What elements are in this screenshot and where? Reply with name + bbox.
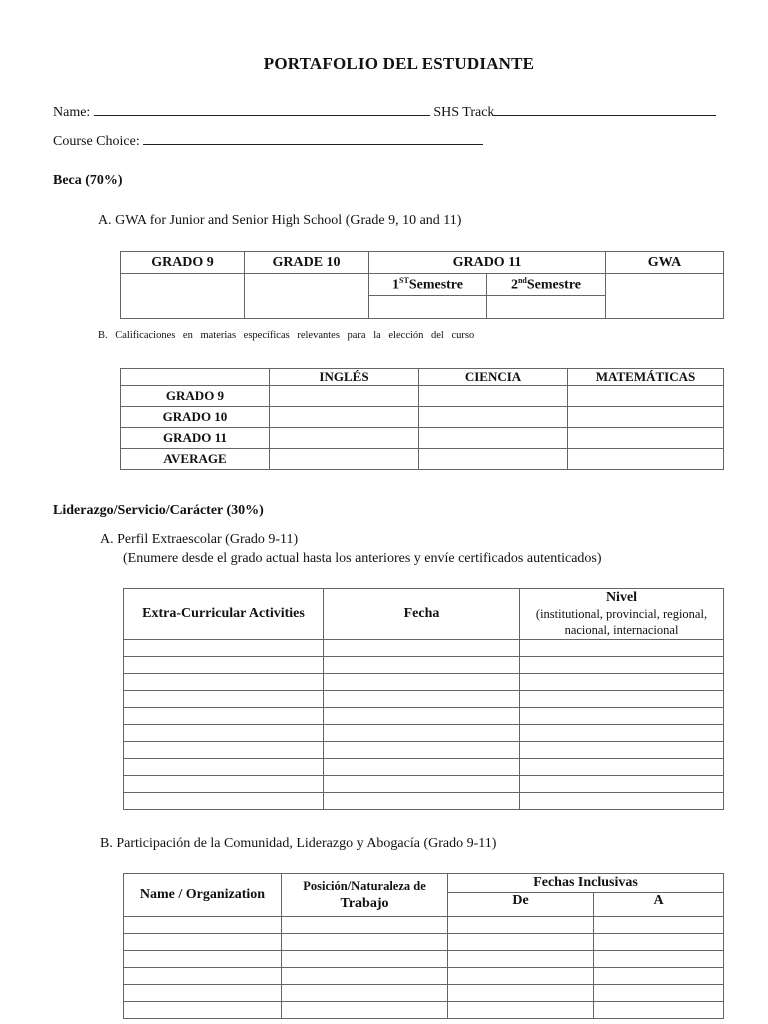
- header-grado11: GRADO 11: [369, 252, 606, 274]
- cell-matematicas[interactable]: [568, 449, 724, 470]
- cell-activity[interactable]: [124, 708, 324, 725]
- cell-gwa[interactable]: [606, 274, 724, 319]
- cell-matematicas[interactable]: [568, 407, 724, 428]
- cell-a[interactable]: [594, 934, 724, 951]
- cell-activity[interactable]: [124, 759, 324, 776]
- row-label-average: AVERAGE: [121, 449, 270, 470]
- cell-fecha[interactable]: [324, 708, 520, 725]
- course-choice-field[interactable]: [143, 132, 483, 145]
- extracurricular-table: [123, 588, 724, 810]
- cell-posicion[interactable]: [282, 968, 448, 985]
- item-b-subjects: B. Calificaciones en materias específicas relevantes para la elección del curso: [98, 330, 475, 341]
- table-row: [124, 1002, 724, 1019]
- table-row: [121, 428, 724, 449]
- item-a-note: (Enumere desde el grado actual hasta los anteriores y envíe certificados autenticados): [123, 551, 602, 566]
- name-line: [53, 103, 716, 121]
- cell-nivel[interactable]: [520, 776, 724, 793]
- name-field[interactable]: [94, 103, 430, 116]
- header-de: De: [448, 893, 594, 917]
- cell-fecha[interactable]: [324, 776, 520, 793]
- header-gwa: GWA: [606, 252, 724, 274]
- cell-posicion[interactable]: [282, 951, 448, 968]
- table-row: [124, 674, 724, 691]
- cell-activity[interactable]: [124, 674, 324, 691]
- cell-matematicas[interactable]: [568, 386, 724, 407]
- table-row: [124, 776, 724, 793]
- row-label-grado9: GRADO 9: [121, 386, 270, 407]
- cell-fecha[interactable]: [324, 793, 520, 810]
- cell-activity[interactable]: [124, 725, 324, 742]
- cell-ingles[interactable]: [270, 449, 419, 470]
- cell-de[interactable]: [448, 985, 594, 1002]
- item-b-community: B. Participación de la Comunidad, Liderazgo y Abogacía (Grado 9-11): [100, 836, 497, 851]
- cell-ciencia[interactable]: [419, 449, 568, 470]
- cell-organization[interactable]: [124, 985, 282, 1002]
- gwa-table: [120, 251, 724, 319]
- cell-nivel[interactable]: [520, 640, 724, 657]
- header-fecha: Fecha: [324, 589, 520, 640]
- course-choice-label: Course Choice:: [53, 134, 140, 149]
- cell-activity[interactable]: [124, 640, 324, 657]
- item-a-extra: A. Perfil Extraescolar (Grado 9-11): [100, 532, 299, 547]
- cell-semestre2[interactable]: [487, 296, 606, 319]
- table-row: [124, 657, 724, 674]
- cell-grade10[interactable]: [245, 274, 369, 319]
- cell-grado9[interactable]: [121, 274, 245, 319]
- name-label: Name:: [53, 105, 91, 120]
- cell-organization[interactable]: [124, 917, 282, 934]
- cell-organization[interactable]: [124, 951, 282, 968]
- cell-posicion[interactable]: [282, 985, 448, 1002]
- table-row: [121, 386, 724, 407]
- table-row: [121, 449, 724, 470]
- cell-de[interactable]: [448, 951, 594, 968]
- cell-fecha[interactable]: [324, 759, 520, 776]
- header-posicion: Posición/Naturaleza de Trabajo: [282, 874, 448, 917]
- cell-de[interactable]: [448, 968, 594, 985]
- cell-de[interactable]: [448, 934, 594, 951]
- table-row: [124, 725, 724, 742]
- header-matematicas: MATEMÁTICAS: [568, 369, 724, 386]
- cell-organization[interactable]: [124, 1002, 282, 1019]
- cell-posicion[interactable]: [282, 1002, 448, 1019]
- header-blank: [121, 369, 270, 386]
- page-title: PORTAFOLIO DEL ESTUDIANTE: [263, 54, 535, 73]
- community-table: [123, 873, 724, 1019]
- cell-fecha[interactable]: [324, 657, 520, 674]
- table-row: [124, 640, 724, 657]
- cell-nivel[interactable]: [520, 742, 724, 759]
- cell-nivel[interactable]: [520, 674, 724, 691]
- header-name-organization: Name / Organization: [124, 874, 282, 917]
- header-activities: Extra-Curricular Activities: [124, 589, 324, 640]
- cell-activity[interactable]: [124, 742, 324, 759]
- cell-a[interactable]: [594, 1002, 724, 1019]
- table-row: [124, 708, 724, 725]
- cell-fecha[interactable]: [324, 725, 520, 742]
- row-label-grado10: GRADO 10: [121, 407, 270, 428]
- cell-activity[interactable]: [124, 657, 324, 674]
- cell-fecha[interactable]: [324, 691, 520, 708]
- table-row: [124, 691, 724, 708]
- shs-track-label: SHS Track: [433, 105, 495, 120]
- table-row: [124, 968, 724, 985]
- header-fechas-inclusivas: Fechas Inclusivas: [448, 874, 724, 893]
- header-ingles: INGLÉS: [270, 369, 419, 386]
- cell-a[interactable]: [594, 985, 724, 1002]
- cell-matematicas[interactable]: [568, 428, 724, 449]
- header-nivel: Nivel (institutional, provincial, regional, nacional, internacional: [520, 589, 724, 640]
- item-a-gwa: A. GWA for Junior and Senior High School (Grade 9, 10 and 11): [98, 213, 462, 228]
- cell-nivel[interactable]: [520, 691, 724, 708]
- cell-a[interactable]: [594, 917, 724, 934]
- cell-organization[interactable]: [124, 934, 282, 951]
- cell-ingles[interactable]: [270, 386, 419, 407]
- table-row: [124, 759, 724, 776]
- cell-fecha[interactable]: [324, 674, 520, 691]
- header-a: A: [594, 893, 724, 917]
- table-row: [124, 742, 724, 759]
- table-row: [124, 985, 724, 1002]
- cell-fecha[interactable]: [324, 742, 520, 759]
- cell-posicion[interactable]: [282, 934, 448, 951]
- cell-posicion[interactable]: [282, 917, 448, 934]
- cell-nivel[interactable]: [520, 708, 724, 725]
- cell-ciencia[interactable]: [419, 386, 568, 407]
- table-row: [124, 917, 724, 934]
- cell-activity[interactable]: [124, 776, 324, 793]
- table-row: [124, 793, 724, 810]
- header-grade10: GRADE 10: [245, 252, 369, 274]
- cell-ingles[interactable]: [270, 428, 419, 449]
- header-grado9: GRADO 9: [121, 252, 245, 274]
- cell-nivel[interactable]: [520, 759, 724, 776]
- header-ciencia: CIENCIA: [419, 369, 568, 386]
- cell-semestre1[interactable]: [369, 296, 487, 319]
- cell-de[interactable]: [448, 1002, 594, 1019]
- cell-activity[interactable]: [124, 691, 324, 708]
- cell-nivel[interactable]: [520, 725, 724, 742]
- course-line: [53, 132, 483, 150]
- cell-nivel[interactable]: [520, 793, 724, 810]
- cell-de[interactable]: [448, 917, 594, 934]
- cell-activity[interactable]: [124, 793, 324, 810]
- cell-nivel[interactable]: [520, 657, 724, 674]
- cell-ciencia[interactable]: [419, 428, 568, 449]
- subjects-table: [120, 368, 724, 470]
- beca-heading: Beca (70%): [53, 173, 123, 188]
- shs-track-field[interactable]: [494, 103, 716, 116]
- table-row: [121, 407, 724, 428]
- cell-fecha[interactable]: [324, 640, 520, 657]
- liderazgo-heading: Liderazgo/Servicio/Carácter (30%): [53, 503, 264, 518]
- header-semestre2: 2ndSemestre: [487, 274, 606, 296]
- table-row: [124, 951, 724, 968]
- cell-a[interactable]: [594, 951, 724, 968]
- cell-ingles[interactable]: [270, 407, 419, 428]
- cell-organization[interactable]: [124, 968, 282, 985]
- header-semestre1: 1STSemestre: [369, 274, 487, 296]
- row-label-grado11: GRADO 11: [121, 428, 270, 449]
- table-row: [124, 934, 724, 951]
- cell-ciencia[interactable]: [419, 407, 568, 428]
- cell-a[interactable]: [594, 968, 724, 985]
